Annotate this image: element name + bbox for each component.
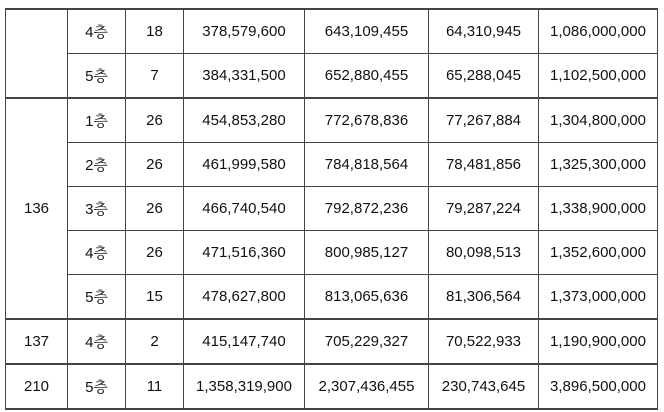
floor-cell: 2층	[68, 143, 126, 187]
count-cell: 26	[126, 98, 184, 143]
count-cell: 15	[126, 275, 184, 320]
value3-cell: 70,522,933	[429, 319, 539, 364]
table-row	[6, 275, 658, 320]
table-row	[6, 364, 658, 409]
value3-cell: 64,310,945	[429, 9, 539, 54]
floor-cell: 5층	[68, 364, 126, 409]
floor-cell: 4층	[68, 9, 126, 54]
value3-cell: 79,287,224	[429, 187, 539, 231]
count-cell: 18	[126, 9, 184, 54]
value1-cell: 461,999,580	[184, 143, 305, 187]
total-cell: 1,338,900,000	[539, 187, 658, 231]
value1-cell: 1,358,319,900	[184, 364, 305, 409]
table-row	[6, 98, 658, 143]
total-cell: 1,325,300,000	[539, 143, 658, 187]
value2-cell: 772,678,836	[305, 98, 429, 143]
value2-cell: 813,065,636	[305, 275, 429, 320]
value3-cell: 65,288,045	[429, 54, 539, 99]
floor-cell: 4층	[68, 319, 126, 364]
value2-cell: 652,880,455	[305, 54, 429, 99]
floor-cell: 4층	[68, 231, 126, 275]
total-cell: 1,086,000,000	[539, 9, 658, 54]
value2-cell: 2,307,436,455	[305, 364, 429, 409]
value1-cell: 415,147,740	[184, 319, 305, 364]
total-cell: 1,304,800,000	[539, 98, 658, 143]
value3-cell: 78,481,856	[429, 143, 539, 187]
price-table	[5, 8, 658, 410]
table-row	[6, 9, 658, 54]
value3-cell: 80,098,513	[429, 231, 539, 275]
value1-cell: 378,579,600	[184, 9, 305, 54]
value2-cell: 784,818,564	[305, 143, 429, 187]
table-row	[6, 54, 658, 99]
floor-cell: 5층	[68, 275, 126, 320]
value3-cell: 81,306,564	[429, 275, 539, 320]
total-cell: 1,373,000,000	[539, 275, 658, 320]
total-cell: 3,896,500,000	[539, 364, 658, 409]
count-cell: 11	[126, 364, 184, 409]
value1-cell: 466,740,540	[184, 187, 305, 231]
value1-cell: 478,627,800	[184, 275, 305, 320]
count-cell: 2	[126, 319, 184, 364]
floor-cell: 3층	[68, 187, 126, 231]
value2-cell: 643,109,455	[305, 9, 429, 54]
value3-cell: 77,267,884	[429, 98, 539, 143]
area-cell: 137	[6, 319, 68, 364]
table-row	[6, 187, 658, 231]
floor-cell: 5층	[68, 54, 126, 99]
floor-cell: 1층	[68, 98, 126, 143]
area-cell: 210	[6, 364, 68, 409]
value1-cell: 384,331,500	[184, 54, 305, 99]
count-cell: 26	[126, 187, 184, 231]
table-row	[6, 319, 658, 364]
value3-cell: 230,743,645	[429, 364, 539, 409]
value2-cell: 800,985,127	[305, 231, 429, 275]
value1-cell: 454,853,280	[184, 98, 305, 143]
table-row	[6, 143, 658, 187]
count-cell: 26	[126, 231, 184, 275]
count-cell: 26	[126, 143, 184, 187]
table-row	[6, 231, 658, 275]
value2-cell: 705,229,327	[305, 319, 429, 364]
area-cell	[6, 9, 68, 98]
area-cell: 136	[6, 98, 68, 319]
total-cell: 1,352,600,000	[539, 231, 658, 275]
total-cell: 1,102,500,000	[539, 54, 658, 99]
value1-cell: 471,516,360	[184, 231, 305, 275]
total-cell: 1,190,900,000	[539, 319, 658, 364]
value2-cell: 792,872,236	[305, 187, 429, 231]
count-cell: 7	[126, 54, 184, 99]
